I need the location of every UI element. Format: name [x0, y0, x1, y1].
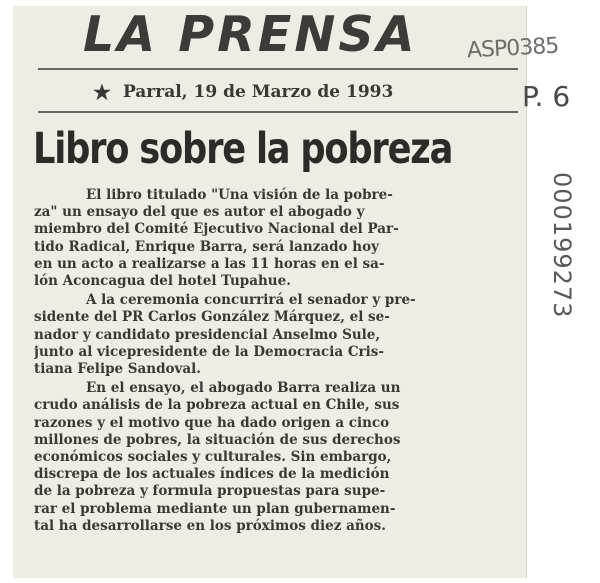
article-line: nador y candidato presidencial Anselmo Sule, — [34, 326, 381, 343]
article-line: en un acto a realizarse a las 11 horas en el sa- — [34, 255, 385, 272]
article-line: tido Radical, Enrique Barra, será lanzado hoy — [34, 238, 379, 255]
handwritten-catalog-code: ASP0385 — [466, 33, 559, 64]
article-line: El libro titulado "Una visión de la pobre- — [86, 187, 393, 203]
article-line: razones y el motivo que ha dado origen a cinco — [34, 414, 390, 431]
masthead-rule-bottom — [38, 111, 518, 113]
article-line: discrepa de los actuales índices de la medición — [34, 466, 390, 483]
article-line: sidente del PR Carlos González Márquez, el se- — [34, 309, 390, 326]
article-headline: Libro sobre la pobreza — [33, 124, 453, 174]
dateline-text: Parral, 19 de Marzo de 1993 — [122, 82, 394, 102]
article-line: miembro del Comité Ejecutivo Nacional del Par- — [34, 221, 399, 238]
article-line: za" un ensayo del que es autor el abogado y — [34, 204, 365, 221]
article-line: tiana Felipe Sandoval. — [34, 361, 201, 378]
article-line: tal ha desarrollarse en los próximos diez años. — [34, 517, 386, 534]
article-line: económicos sociales y culturales. Sin embargo, — [34, 449, 392, 466]
article-line: junto al vicepresidente de la Democracia Cris- — [34, 343, 385, 360]
handwritten-vertical-code: 000199273 — [548, 172, 576, 319]
dateline — [93, 80, 393, 104]
newspaper-clipping — [13, 6, 527, 578]
handwritten-page-number: P. 6 — [522, 80, 571, 113]
article-paragraph — [34, 380, 531, 535]
article-paragraph — [34, 187, 531, 290]
article-line: crudo análisis de la pobreza actual en Chile, sus — [34, 397, 400, 414]
article-line: millones de pobres, la situación de sus derechos — [34, 431, 401, 448]
article-line: En el ensayo, el abogado Barra realiza un — [86, 380, 401, 397]
article-line: de la pobreza y formula propuestas para supe- — [34, 483, 386, 500]
article-body — [34, 187, 531, 537]
article-paragraph — [34, 292, 531, 378]
article-line: A la ceremonia concurrirá el senador y pre- — [86, 292, 416, 309]
masthead-rule-top — [38, 68, 518, 70]
newspaper-masthead: LA PRENSA — [83, 6, 418, 63]
star-icon: ★ — [93, 80, 111, 104]
article-line: lón Aconcagua del hotel Tupahue. — [34, 273, 291, 290]
article-line: rar el problema mediante un plan gubernamen- — [34, 500, 396, 517]
